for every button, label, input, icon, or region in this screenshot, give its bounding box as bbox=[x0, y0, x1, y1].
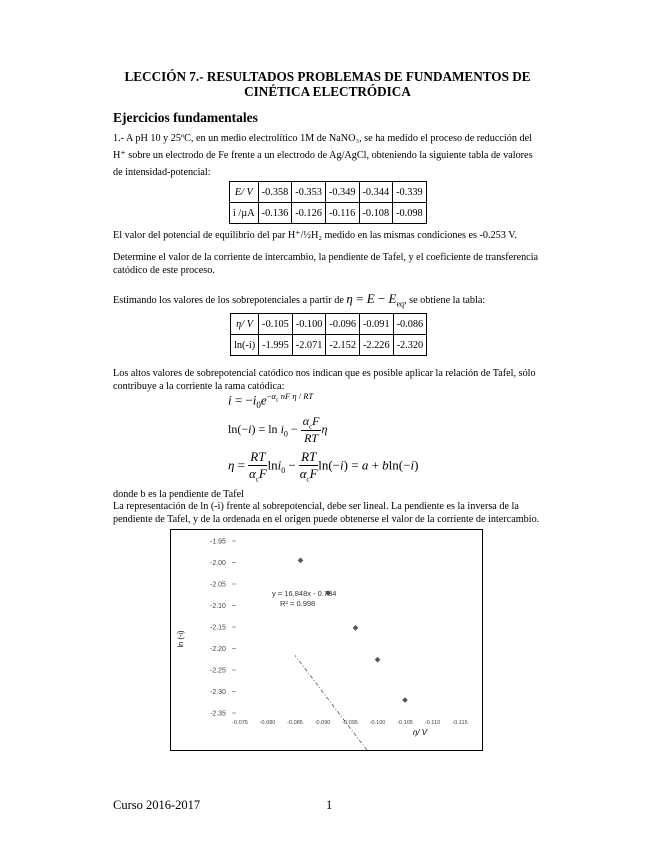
table-cell: -2.226 bbox=[360, 335, 394, 356]
table-cell: -0.108 bbox=[359, 203, 393, 224]
x-tick-label: -0.095 bbox=[342, 720, 358, 726]
x-axis-label: η/ V bbox=[412, 728, 428, 737]
page-title bbox=[80, 69, 575, 99]
equilibrium-text: El valor del potencial de equilibrio del par H⁺/½H₂ medido en las mismas condiciones es -0.253 V. bbox=[113, 230, 517, 241]
table-cell: -0.136 bbox=[258, 203, 292, 224]
table-header-cell: E/ V bbox=[230, 182, 259, 203]
table-cell: -0.098 bbox=[393, 203, 427, 224]
tafel-equation-2: $\ln(-i) = \ln i_0$ − $\frac{\alpha_cF}{RT}$ η bbox=[228, 414, 328, 446]
table-cell: -2.152 bbox=[326, 335, 360, 356]
y-tick-label: -2.20 bbox=[210, 646, 226, 653]
x-tick-label: -0.085 bbox=[287, 720, 303, 726]
table-cell: -2.071 bbox=[292, 335, 326, 356]
table-cell: -1.995 bbox=[259, 335, 293, 356]
overpotential-equation: $\eta = E - E_{eq}$ bbox=[346, 291, 405, 309]
x-tick-label: -0.115 bbox=[452, 720, 468, 726]
current-potential-table bbox=[229, 181, 427, 224]
table-row bbox=[231, 314, 427, 335]
x-tick-label: -0.080 bbox=[259, 720, 276, 726]
x-tick-label: -0.075 bbox=[232, 720, 248, 726]
estimate-text-start: Estimando los valores de los sobrepotenciales a partir de bbox=[113, 295, 344, 306]
table-row bbox=[230, 203, 427, 224]
table-cell: -0.126 bbox=[292, 203, 326, 224]
overpotential-table bbox=[230, 313, 427, 356]
table-cell: -0.349 bbox=[325, 182, 359, 203]
table-cell: -0.100 bbox=[292, 314, 326, 335]
tafel-chart bbox=[170, 529, 483, 751]
table-cell: -2.320 bbox=[393, 335, 427, 356]
y-axis-label: ln (-i) bbox=[176, 630, 185, 648]
tafel-text: Los altos valores de sobrepotencial catódico nos indican que es posible aplicar la relación de Tafel, sólo contribuye a la corriente la rama catódica: bbox=[113, 368, 536, 392]
table-row bbox=[230, 182, 427, 203]
representation-text: La representación de ln (-i) frente al sobrepotencial, debe ser lineal. La pendiente es la inversa de la pendiente de Tafel, y de la ordenada en el origen puede obtenerse el valor de la corriente de intercambio. bbox=[113, 501, 540, 525]
table-cell: -0.344 bbox=[359, 182, 393, 203]
section-heading: Ejercicios fundamentales bbox=[113, 110, 258, 125]
y-tick-label: -2.15 bbox=[210, 624, 226, 632]
table-cell: -0.105 bbox=[259, 314, 293, 335]
x-axis-ticks bbox=[232, 720, 468, 726]
regression-equation: y = 16.848x - 0.784 bbox=[272, 589, 337, 598]
x-tick-label: -0.105 bbox=[397, 720, 413, 726]
table-cell: -0.339 bbox=[393, 182, 427, 203]
footer-course: Curso 2016-2017 bbox=[113, 798, 201, 812]
x-tick-label: -0.100 bbox=[369, 720, 386, 726]
tafel-equation-1: $i = -i_0e^{-\alpha_c nF \eta / RT}$ bbox=[228, 391, 314, 410]
tafel-equation-3: η = $\frac{RT}{\alpha_cF}$ lni$_0$ − $\frac{RT}{\alpha_cF}$ ln(−i) = a + bln(−i) bbox=[228, 449, 419, 484]
footer-page-number: 1 bbox=[326, 798, 333, 812]
y-tick-label: -2.05 bbox=[210, 581, 226, 589]
y-tick-label: -1.95 bbox=[210, 538, 226, 546]
table-row bbox=[231, 335, 427, 356]
table-cell: -0.091 bbox=[360, 314, 394, 335]
table-cell: -0.353 bbox=[292, 182, 326, 203]
table-header-cell: ln(-i) bbox=[231, 335, 259, 356]
table-cell: -0.086 bbox=[393, 314, 427, 335]
problem-intro: 1.- A pH 10 y 25ºC, en un medio electrolítico 1M de NaNO₃, se ha medido el proceso de reducción del H⁺ sobre un electrodo de Fe frente a un electrodo de Ag/AgCl, obteniendo la siguiente tabla de valores de intensidad-potencial: bbox=[113, 133, 533, 178]
x-tick-label: -0.110 bbox=[424, 720, 441, 726]
y-tick-label: -2.30 bbox=[210, 689, 226, 696]
x-tick-label: -0.090 bbox=[314, 720, 331, 726]
title-line-1: LECCIÓN 7.- RESULTADOS PROBLEMAS DE FUNDAMENTOS DE bbox=[124, 69, 531, 84]
question-text: Determine el valor de la corriente de intercambio, la pendiente de Tafel, y el coeficiente de transferencia catódico de este proceso. bbox=[113, 252, 539, 276]
table-header-cell: η/ V bbox=[231, 314, 259, 335]
slope-text: donde b es la pendiente de Tafel bbox=[113, 489, 244, 500]
table-cell: -0.116 bbox=[325, 203, 359, 224]
estimate-text bbox=[113, 290, 543, 313]
regression-r2: R² = 0.998 bbox=[280, 599, 316, 608]
y-tick-label: -2.10 bbox=[210, 603, 226, 610]
y-tick-label: -2.35 bbox=[210, 710, 226, 718]
table-cell: -0.358 bbox=[258, 182, 292, 203]
y-tick-label: -2.25 bbox=[210, 667, 226, 675]
estimate-text-end: , se obtiene la tabla: bbox=[404, 295, 486, 306]
table-cell: -0.096 bbox=[326, 314, 360, 335]
title-line-2: CINÉTICA ELECTRÓDICA bbox=[244, 84, 411, 99]
y-tick-label: -2.00 bbox=[210, 560, 226, 567]
table-header-cell: i /µA bbox=[230, 203, 259, 224]
